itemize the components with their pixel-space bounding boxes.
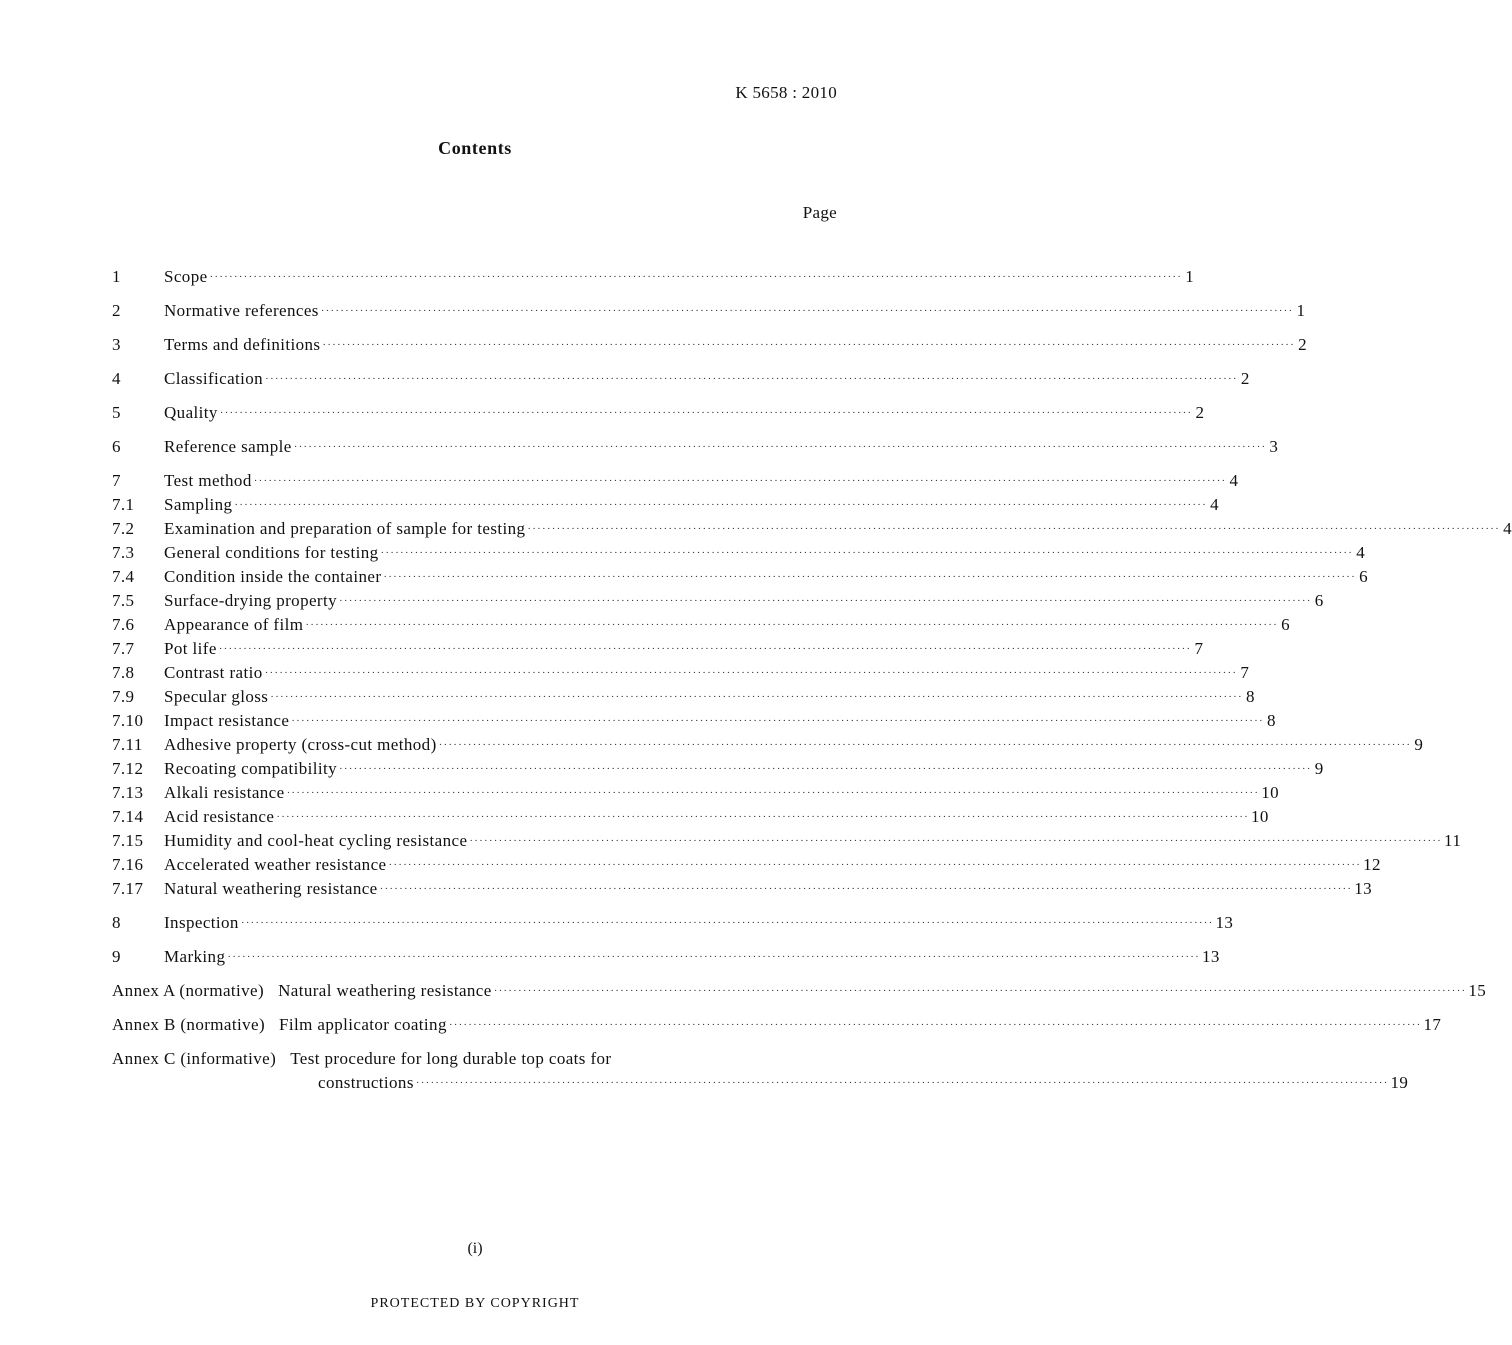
annex-title: Film applicator coating	[279, 1015, 447, 1034]
toc-entry-page: 13	[1201, 947, 1220, 966]
dot-leader: ········································································································································································································	[265, 373, 1238, 385]
toc-entry-7-1[interactable]	[112, 493, 1219, 517]
toc-entry-title: Surface-drying property	[164, 591, 337, 610]
toc-entry-7-11[interactable]	[112, 733, 1424, 757]
annex-c-line-2	[112, 1071, 1409, 1095]
toc-entry-page: 6	[1359, 567, 1369, 586]
toc-entry-7-10[interactable]	[112, 709, 1276, 733]
toc-entry-page: 8	[1246, 687, 1255, 706]
toc-entry-title: Alkali resistance	[164, 783, 285, 802]
annex-c-line-1	[112, 1047, 824, 1071]
dot-leader: ········································································································································································································	[218, 643, 1192, 655]
toc-entry-title: Impact resistance	[164, 711, 290, 730]
dot-leader: ········································································································································································································	[527, 523, 1501, 535]
standard-number: K 5658 : 2010	[735, 83, 837, 102]
dot-leader: ········································································································································································································	[286, 787, 1260, 799]
dot-leader: ········································································································································································································	[264, 667, 1238, 679]
toc-annex-a[interactable]	[112, 979, 1487, 1003]
toc-entry-title: Pot life	[164, 639, 217, 658]
toc-entry-title: Sampling	[164, 495, 233, 514]
toc-entry-number: 7.17	[112, 879, 144, 898]
toc-entry-number: 7	[112, 471, 121, 490]
toc-entry-7-5[interactable]	[112, 589, 1324, 613]
toc-entry-number: 7.6	[112, 615, 135, 634]
dot-leader: ········································································································································································································	[270, 691, 1243, 703]
toc-entry-number: 7.1	[112, 495, 135, 514]
toc-entry-7-13[interactable]	[112, 781, 1279, 805]
toc-entry-page: 4	[1229, 471, 1239, 490]
toc-entry-page: 9	[1314, 759, 1324, 778]
toc-entry-page: 1	[1296, 301, 1306, 320]
annex-page: 15	[1468, 981, 1487, 1000]
toc-entry-number: 7.13	[112, 783, 144, 802]
toc-entry-number: 7.7	[112, 639, 135, 658]
toc-entry-title: Accelerated weather resistance	[164, 855, 387, 874]
toc-entry-3[interactable]	[112, 333, 1308, 357]
page-folio: (i)	[467, 1240, 483, 1257]
toc-entry-number: 4	[112, 369, 121, 388]
dot-leader: ········································································································································································································	[209, 271, 1183, 283]
toc-entry-title: Scope	[164, 267, 208, 286]
toc-entry-page: 10	[1261, 783, 1279, 802]
toc-entry-title: Contrast ratio	[164, 663, 263, 682]
toc-entry-number: 7.9	[112, 687, 135, 706]
toc-entry-page: 13	[1354, 879, 1373, 898]
toc-entry-page: 6	[1281, 615, 1290, 634]
dot-leader: ········································································································································································································	[415, 1077, 1389, 1089]
dot-leader: ········································································································································································································	[234, 499, 1207, 511]
toc-entry-title: Classification	[164, 369, 264, 388]
dot-leader: ········································································································································································································	[448, 1019, 1422, 1031]
toc-entry-number: 7.11	[112, 735, 143, 754]
toc-entry-page: 10	[1250, 807, 1269, 826]
toc-entry-7-8[interactable]	[112, 661, 1250, 685]
toc-entry-page: 8	[1267, 711, 1276, 730]
toc-entry-number: 9	[112, 947, 121, 966]
toc-entry-page: 4	[1356, 543, 1366, 562]
toc-entry-7-4[interactable]	[112, 565, 1369, 589]
page-column-label: Page	[802, 203, 837, 222]
toc-entry-1[interactable]	[112, 265, 1195, 289]
toc-entry-title: Humidity and cool-heat cycling resistance	[164, 831, 468, 850]
toc-entry-page: 3	[1269, 437, 1279, 456]
toc-entry-7-15[interactable]	[112, 829, 1462, 853]
page-title: Contents	[438, 138, 512, 158]
toc-entry-7-3[interactable]	[112, 541, 1366, 565]
toc-entry-page: 4	[1210, 495, 1219, 514]
dot-leader: ········································································································································································································	[388, 859, 1362, 871]
toc-entry-title: Specular gloss	[164, 687, 269, 706]
annex-page: 19	[1390, 1073, 1409, 1092]
toc-entry-number: 7.5	[112, 591, 135, 610]
copyright-notice: PROTECTED BY COPYRIGHT	[370, 1296, 580, 1311]
annex-label: Annex A (normative)	[112, 981, 265, 1000]
annex-label: Annex B (normative)	[112, 1015, 266, 1034]
toc-entry-page: 7	[1194, 639, 1204, 658]
toc-entry-7-2[interactable]	[112, 517, 1512, 541]
toc-entry-7-14[interactable]	[112, 805, 1269, 829]
toc-entry-page: 2	[1240, 369, 1250, 388]
toc-entry-title: Examination and preparation of sample for testing	[164, 519, 526, 538]
toc-entry-page: 2	[1298, 335, 1308, 354]
dot-leader: ········································································································································································································	[240, 917, 1214, 929]
toc-entry-7-17[interactable]	[112, 877, 1373, 901]
toc-entry-5[interactable]	[112, 401, 1205, 425]
dot-leader: ········································································································································································································	[293, 441, 1267, 453]
dot-leader: ········································································································································································································	[469, 835, 1443, 847]
toc-entry-page: 11	[1444, 831, 1462, 850]
toc-entry-number: 7.14	[112, 807, 144, 826]
dot-leader: ········································································································································································································	[380, 547, 1354, 559]
toc-entry-page: 2	[1195, 403, 1205, 422]
dot-leader: ········································································································································································································	[379, 883, 1353, 895]
toc-entry-number: 7.2	[112, 519, 135, 538]
dot-leader: ········································································································································································································	[219, 407, 1193, 419]
annex-title-continued: constructions	[318, 1073, 414, 1092]
dot-leader: ········································································································································································································	[320, 305, 1294, 317]
toc-entry-number: 7.10	[112, 711, 144, 730]
toc-entry-title: Terms and definitions	[164, 335, 321, 354]
dot-leader: ········································································································································································································	[253, 475, 1227, 487]
toc-entry-4[interactable]	[112, 367, 1250, 391]
dot-leader: ········································································································································································································	[493, 985, 1467, 997]
toc-entry-number: 7.15	[112, 831, 144, 850]
annex-title: Natural weathering resistance	[278, 981, 492, 1000]
dot-leader: ········································································································································································································	[339, 763, 1312, 775]
dot-leader: ········································································································································································································	[339, 595, 1312, 607]
dot-leader: ········································································································································································································	[438, 739, 1412, 751]
toc-entry-title: Condition inside the container	[164, 567, 382, 586]
toc-entry-page: 1	[1185, 267, 1195, 286]
toc-entry-number: 2	[112, 301, 121, 320]
toc-entry-page: 12	[1363, 855, 1381, 874]
toc-entry-number: 1	[112, 267, 121, 286]
toc-entry-8[interactable]	[112, 911, 1234, 935]
toc-entry-title: Natural weathering resistance	[164, 879, 378, 898]
toc-entry-number: 8	[112, 913, 121, 932]
dot-leader: ········································································································································································································	[276, 811, 1249, 823]
toc-entry-title: Recoating compatibility	[164, 759, 338, 778]
toc-entry-title: Acid resistance	[164, 807, 275, 826]
annex-page: 17	[1423, 1015, 1442, 1034]
dot-leader: ········································································································································································································	[291, 715, 1264, 727]
dot-leader: ········································································································································································································	[305, 619, 1278, 631]
toc-entry-number: 7.12	[112, 759, 144, 778]
toc-entry-page: 4	[1503, 519, 1512, 538]
toc-entry-number: 7.3	[112, 543, 135, 562]
toc-entry-title: Normative references	[164, 301, 319, 320]
toc-entry-7-12[interactable]	[112, 757, 1324, 781]
toc-entry-title: Appearance of film	[164, 615, 304, 634]
toc-entry-number: 7.8	[112, 663, 135, 682]
toc-entry-6[interactable]	[112, 435, 1279, 459]
toc-entry-number: 3	[112, 335, 121, 354]
table-of-contents	[112, 265, 1512, 1095]
toc-entry-title: Test method	[164, 471, 252, 490]
toc-entry-title: Adhesive property (cross-cut method)	[164, 735, 437, 754]
toc-annex-c[interactable]	[112, 1047, 1409, 1095]
dot-leader: ········································································································································································································	[322, 339, 1296, 351]
toc-entry-9[interactable]	[112, 945, 1220, 969]
toc-entry-7[interactable]	[112, 469, 1239, 493]
toc-entry-title: Reference sample	[164, 437, 292, 456]
toc-entry-title: General conditions for testing	[164, 543, 379, 562]
toc-entry-number: 7.4	[112, 567, 135, 586]
annex-title: Test procedure for long durable top coats for	[290, 1049, 612, 1068]
toc-entry-number: 6	[112, 437, 121, 456]
annex-label: Annex C (informative)	[112, 1049, 277, 1068]
toc-entry-title: Marking	[164, 947, 226, 966]
toc-entry-title: Quality	[164, 403, 218, 422]
toc-entry-2[interactable]	[112, 299, 1306, 323]
toc-entry-7-9[interactable]	[112, 685, 1255, 709]
toc-entry-page: 6	[1314, 591, 1324, 610]
toc-entry-page: 9	[1414, 735, 1424, 754]
dot-leader: ········································································································································································································	[227, 951, 1200, 963]
toc-entry-page: 7	[1240, 663, 1250, 682]
toc-entry-number: 5	[112, 403, 121, 422]
toc-entry-7-6[interactable]	[112, 613, 1290, 637]
toc-entry-7-7[interactable]	[112, 637, 1204, 661]
toc-entry-7-16[interactable]	[112, 853, 1381, 877]
dot-leader: ········································································································································································································	[383, 571, 1357, 583]
toc-annex-b[interactable]	[112, 1013, 1442, 1037]
toc-entry-title: Inspection	[164, 913, 239, 932]
toc-entry-page: 13	[1215, 913, 1234, 932]
toc-entry-number: 7.16	[112, 855, 144, 874]
